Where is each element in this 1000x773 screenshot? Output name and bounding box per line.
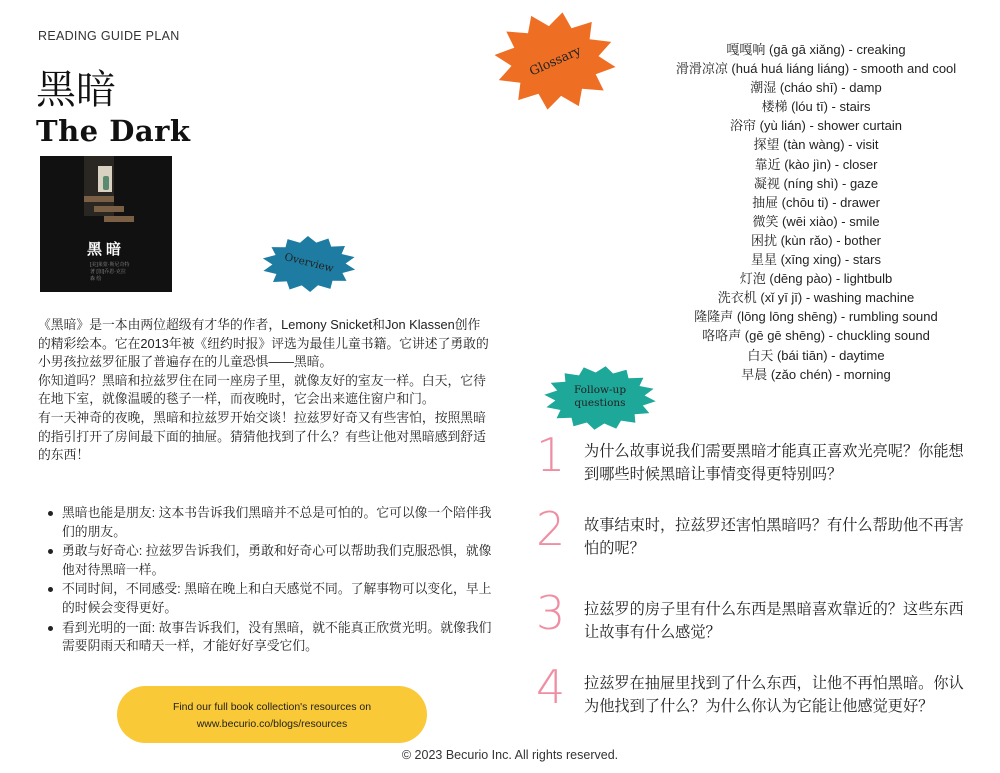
guide-label: READING GUIDE PLAN — [38, 29, 180, 43]
question-item — [532, 430, 972, 500]
glossary-item: 洗衣机 (xǐ yī jī) - washing machine — [717, 290, 915, 306]
page-title-english: The Dark — [36, 114, 191, 148]
resources-banner[interactable] — [117, 686, 427, 743]
glossary-item: 早晨 (zǎo chén) - morning — [741, 366, 891, 382]
page-title-chinese: 黑暗 — [36, 67, 116, 113]
glossary-badge-label: Glossary — [526, 42, 584, 79]
key-point: 黑暗也能是朋友: 这本书告诉我们黑暗并不总是可怕的。它可以像一个陪伴我们的朋友。 — [44, 504, 494, 541]
key-point: 看到光明的一面: 故事告诉我们，没有黑暗，就不能真正欣赏光明。就像我们需要阴雨天和晴天一样，才能好好享受它们。 — [44, 619, 494, 656]
glossary-item: 抽屉 (chōu ti) - drawer — [752, 194, 880, 210]
followup-badge-label: Follow-up questions — [573, 384, 627, 409]
glossary-item: 灯泡 (dēng pào) - lightbulb — [739, 271, 893, 287]
question-text: 拉兹罗的房子里有什么东西是黑暗喜欢靠近的？这些东西让故事有什么感觉？ — [584, 601, 964, 641]
overview-badge-label: Overview — [283, 251, 335, 275]
key-points-list — [44, 504, 494, 657]
glossary-item: 凝视 (níng shì) - gaze — [753, 175, 879, 191]
overview-paragraph: 有一天神奇的夜晚，黑暗和拉兹罗开始交谈！拉兹罗好奇又有些害怕，按照黑暗的指引打开了房间最下面的抽屉。猜猜他找到了什么？有些让他对黑暗感到舒适的东西！ — [38, 409, 486, 463]
glossary-item: 星星 (xīng xing) - stars — [750, 252, 882, 268]
question-number: 1 — [536, 428, 566, 482]
resources-banner-text: Find our full book collection's resources on — [172, 701, 372, 713]
glossary-item: 浴帘 (yù lián) - shower curtain — [730, 118, 902, 134]
glossary-list — [640, 40, 992, 384]
cover-credit: [美]莱蒙·斯尼奇特 著 [加]乔恩·克拉森 绘 — [90, 262, 130, 282]
cover-title: 黑暗 — [86, 240, 125, 258]
copyright-footer: © 2023 Becurio Inc. All rights reserved. — [401, 748, 619, 762]
question-item — [532, 504, 972, 574]
question-item — [532, 662, 972, 732]
overview-badge — [262, 236, 356, 292]
overview-text — [38, 316, 493, 465]
glossary-item: 隆隆声 (lōng lōng shēng) - rumbling sound — [694, 309, 938, 325]
glossary-badge — [494, 12, 616, 110]
question-number: 4 — [536, 660, 566, 714]
glossary-item: 滑滑凉凉 (huá huá liáng liáng) - smooth and cool — [675, 61, 957, 77]
glossary-item: 探望 (tàn wàng) - visit — [753, 137, 879, 153]
glossary-item: 困扰 (kùn rǎo) - bother — [750, 232, 882, 248]
question-text: 故事结束时，拉兹罗还害怕黑暗吗？有什么帮助他不再害怕的呢？ — [584, 517, 964, 557]
overview-paragraph: 《黑暗》是一本由两位超级有才华的作者，Lemony Snicket和Jon Klassen创作的精彩绘本。它在2013年被《纽约时报》评选为最佳儿童书籍。它讲述了勇敢的小男孩拉兹罗征服了普遍存在的儿童恐惧——黑暗。 — [38, 317, 489, 370]
glossary-item: 咯咯声 (gē gē shēng) - chuckling sound — [702, 328, 930, 344]
cover-step — [104, 216, 134, 222]
glossary-item: 潮湿 (cháo shī) - damp — [750, 80, 882, 96]
key-point: 勇敢与好奇心: 拉兹罗告诉我们，勇敢和好奇心可以帮助我们克服恐惧，就像他对待黑暗一样。 — [44, 542, 494, 579]
question-text: 为什么故事说我们需要黑暗才能真正喜欢光亮呢？你能想到哪些时候黑暗让事情变得更特别吗？ — [584, 443, 964, 483]
glossary-item: 白天 (bái tiān) - daytime — [747, 347, 885, 363]
question-text: 拉兹罗在抽屉里找到了什么东西，让他不再怕黑暗。你认为他找到了什么？为什么你认为它能让他感觉更好？ — [584, 675, 964, 715]
book-cover — [40, 156, 172, 292]
glossary-item: 嘎嘎响 (gā gā xiǎng) - creaking — [726, 42, 906, 57]
cover-boy-figure — [103, 176, 109, 190]
question-number: 2 — [536, 502, 566, 556]
cover-step — [94, 206, 124, 212]
question-number: 3 — [536, 586, 566, 640]
cover-step — [84, 196, 114, 202]
overview-paragraph: 你知道吗？黑暗和拉兹罗住在同一座房子里，就像友好的室友一样。白天，它待在地下室，就像温暖的毯子一样，而夜晚时，它会出来遮住窗户和门。 — [38, 372, 486, 407]
key-point: 不同时间，不同感受: 黑暗在晚上和白天感觉不同。了解事物可以变化，早上的时候会变得更好。 — [44, 580, 494, 617]
glossary-item: 微笑 (wēi xiào) - smile — [752, 213, 880, 229]
glossary-item: 楼梯 (lóu tī) - stairs — [761, 99, 871, 115]
glossary-item: 靠近 (kào jìn) - closer — [754, 156, 878, 172]
question-item — [532, 588, 972, 658]
resources-link[interactable]: www.becurio.co/blogs/resources — [196, 718, 348, 730]
